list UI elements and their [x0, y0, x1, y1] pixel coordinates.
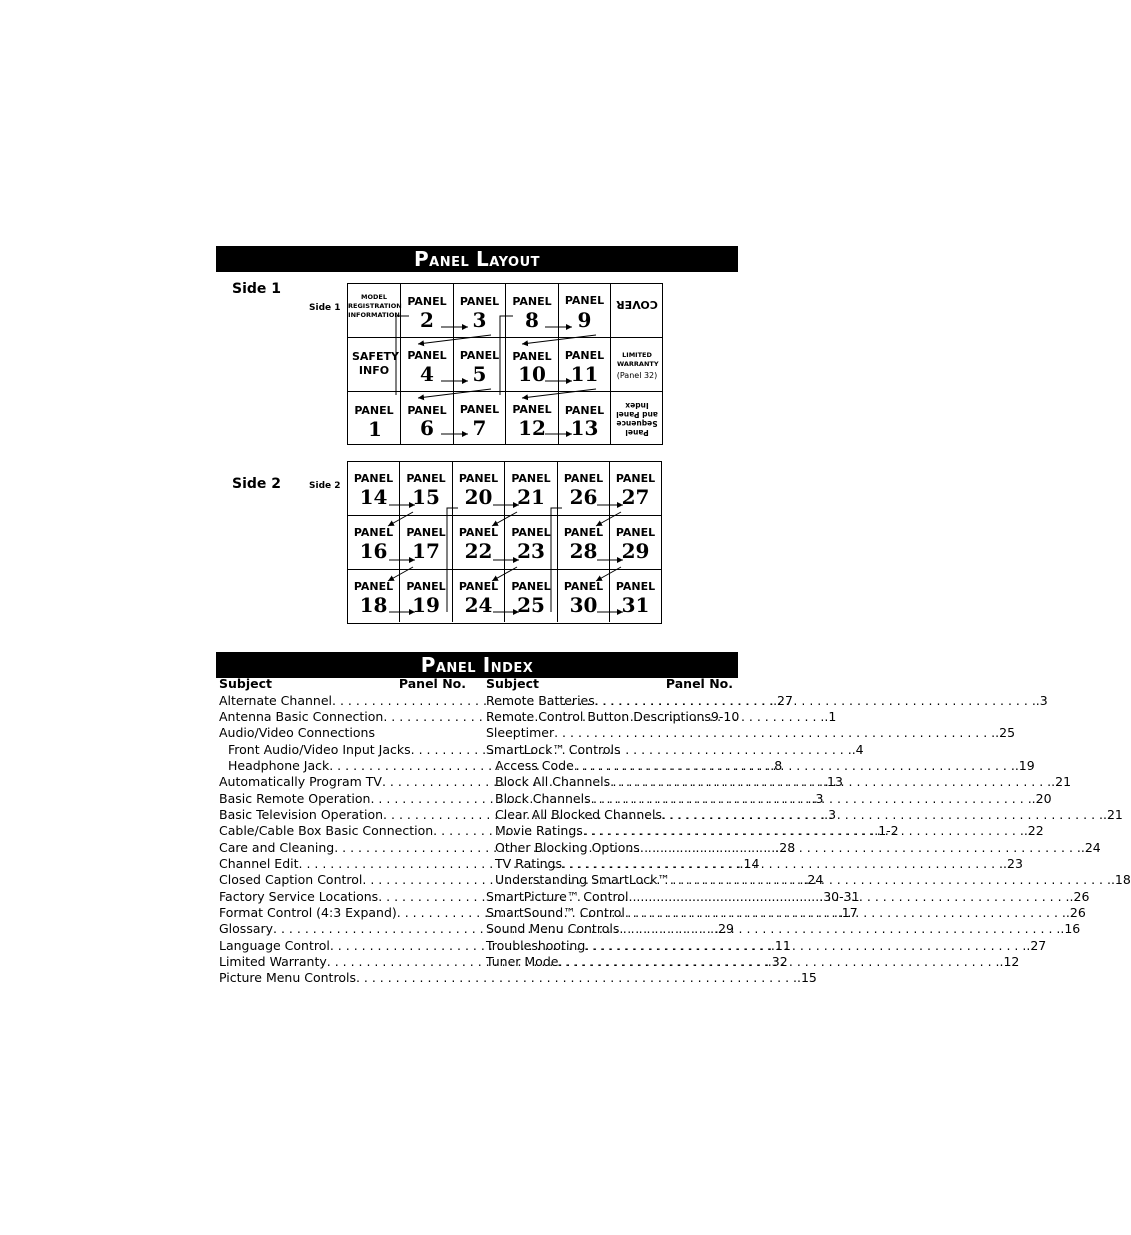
- panel-word: PANEL: [512, 403, 552, 416]
- index-subject: Automatically Program TV: [219, 774, 382, 790]
- index-subject: Remote Control Button Descriptions: [486, 708, 711, 724]
- index-panel-number: .1-2: [874, 823, 899, 839]
- index-entry: [486, 921, 1081, 937]
- panel-no-header: Panel No.: [398, 676, 466, 691]
- index-subject: Clear All Blocked Channels: [495, 806, 662, 822]
- panel-word: PANEL: [511, 580, 551, 593]
- panel-number: 25: [517, 593, 545, 617]
- panel-word: PANEL: [407, 295, 447, 308]
- limited-warranty-panel: (Panel 32): [616, 371, 658, 380]
- panel-number: 21: [517, 485, 545, 509]
- index-panel-number: .32: [767, 954, 788, 969]
- index-subject: Factory Service Locations: [219, 888, 379, 904]
- index-subject: Channel Edit: [219, 855, 299, 871]
- index-panel-number: .3: [811, 790, 824, 806]
- index-panel-number: .13: [823, 774, 843, 790]
- panel-number: 8: [525, 308, 539, 332]
- side-2-panel-grid: [347, 461, 662, 624]
- panel-cell: [453, 337, 505, 391]
- panel-number: 22: [464, 539, 493, 563]
- panel-cell: [505, 283, 558, 337]
- index-leader-dots: [640, 840, 1081, 856]
- model-registration-cell: [347, 283, 400, 337]
- index-panel-number: .26: [1065, 904, 1086, 920]
- panel-number: 10: [518, 362, 546, 386]
- panel-word: PANEL: [563, 526, 604, 539]
- panel-number: 3: [472, 308, 487, 332]
- panel-word: PANEL: [615, 526, 656, 539]
- panel-cell: [505, 391, 558, 445]
- index-panel-number: .27: [1026, 937, 1047, 953]
- panel-number: 31: [621, 593, 650, 617]
- panel-number: 2: [420, 308, 434, 332]
- index-panel-number: .21: [1051, 774, 1072, 790]
- index-panel-number: .28: [775, 839, 796, 855]
- index-subject: Limited Warranty: [219, 954, 327, 969]
- index-panel-number: .24: [803, 872, 824, 888]
- index-subject: TV Ratings: [495, 855, 562, 871]
- index-subject: Care and Cleaning: [219, 839, 335, 855]
- panel-cell: [505, 337, 558, 391]
- index-leader-dots: [595, 693, 1036, 709]
- panel-number: 5: [472, 362, 487, 386]
- panel-sequence-cell: [610, 391, 663, 445]
- index-panel-number: .12: [999, 954, 1020, 969]
- side-2-mini-label: Side 2: [309, 481, 341, 491]
- panel-cell: [557, 569, 609, 622]
- panel-number: 29: [621, 539, 650, 563]
- safety-info-text: SAFETY INFO: [352, 350, 399, 377]
- index-subject: Glossary: [219, 921, 274, 937]
- panel-word: PANEL: [353, 472, 394, 485]
- panel-cell: [453, 391, 505, 445]
- panel-cell: [504, 569, 557, 622]
- subject-header: Subject: [486, 676, 539, 691]
- index-subject: Front Audio/Video Input Jacks: [228, 741, 411, 757]
- panel-cell: [558, 283, 610, 337]
- index-subject: SmartSound™ Control: [486, 904, 625, 920]
- index-leader-dots: [558, 954, 999, 970]
- cover-text: COVER: [616, 298, 658, 311]
- index-panel-number: .16: [1060, 921, 1081, 937]
- panel-cell: [347, 391, 400, 445]
- side-1-mini-label: Side 1: [309, 303, 341, 313]
- panel-word: PANEL: [459, 295, 500, 308]
- panel-word: PANEL: [564, 349, 605, 362]
- panel-number: 12: [518, 416, 546, 440]
- index-subject: Basic Television Operation: [219, 806, 384, 822]
- panel-cell: [557, 461, 609, 515]
- panel-number: 27: [621, 485, 650, 509]
- panel-cell: [609, 461, 661, 515]
- panel-cell: [400, 337, 453, 391]
- index-subject: Tuner Mode: [486, 954, 559, 969]
- index-panel-number: 9-10: [710, 708, 740, 724]
- index-subject: Sleeptimer: [486, 725, 555, 741]
- index-panel-number: .18: [1110, 872, 1131, 888]
- index-subject: Audio/Video Connections: [219, 725, 375, 741]
- panel-number: 26: [569, 485, 598, 509]
- panel-cell: [347, 515, 399, 569]
- index-leader-dots: [662, 807, 1103, 823]
- index-leader-dots: [554, 725, 995, 741]
- index-panel-number: .26: [1069, 888, 1090, 904]
- index-leader-dots: [610, 774, 1051, 790]
- panel-cell: [399, 461, 452, 515]
- index-panel-number: .21: [1102, 806, 1123, 822]
- index-subject: Format Control (4:3 Expand): [219, 904, 397, 920]
- index-panel-number: .8: [770, 757, 783, 773]
- index-subject: Cable/Cable Box Basic Connection: [219, 823, 434, 839]
- panel-number: 23: [517, 539, 545, 563]
- panel-number: 4: [420, 362, 434, 386]
- panel-cell: [400, 391, 453, 445]
- panel-number: 19: [412, 593, 440, 617]
- panel-cell: [452, 515, 504, 569]
- panel-word: PANEL: [458, 472, 499, 485]
- panel-word: PANEL: [459, 403, 500, 416]
- panel-cell: [347, 569, 399, 622]
- panel-cell: [400, 283, 453, 337]
- index-panel-number: .1: [824, 708, 837, 724]
- side-1-panel-grid: [347, 283, 663, 445]
- index-panel-number: .4: [851, 741, 864, 757]
- panel-word: PANEL: [512, 350, 552, 363]
- index-leader-dots: [591, 791, 1032, 807]
- panel-number: 11: [570, 362, 599, 386]
- panel-word: PANEL: [511, 526, 551, 539]
- panel-word: PANEL: [459, 349, 500, 362]
- panel-index-title: Panel Index: [216, 652, 738, 678]
- panel-number: 17: [412, 539, 440, 563]
- index-subject: Sound Menu Controls: [486, 921, 620, 937]
- index-leader-dots: [625, 905, 1066, 921]
- index-entry: [486, 708, 740, 725]
- panel-number: 30: [569, 593, 598, 617]
- panel-word: PANEL: [406, 526, 446, 539]
- index-entry: [219, 970, 817, 986]
- panel-word: PANEL: [564, 404, 605, 417]
- panel-word: PANEL: [563, 472, 604, 485]
- panel-word: PANEL: [354, 404, 394, 417]
- panel-cell: [452, 569, 504, 622]
- index-subject: Understanding SmartLock™: [495, 872, 670, 888]
- panel-word: PANEL: [407, 404, 447, 417]
- index-panel-number: .30-31: [819, 888, 860, 904]
- limited-warranty-cell: [610, 337, 663, 391]
- index-leader-dots: [585, 938, 1026, 954]
- index-subject: Other Blocking Options: [495, 839, 640, 855]
- index-leader-dots: [583, 823, 1024, 839]
- index-panel-number: .15: [797, 970, 817, 986]
- panel-word: PANEL: [407, 349, 447, 362]
- panel-word: PANEL: [563, 580, 604, 593]
- index-panel-number: .11: [770, 937, 791, 953]
- panel-number: 14: [359, 485, 388, 509]
- panel-number: 16: [359, 539, 388, 563]
- index-entry: [486, 757, 1035, 774]
- index-leader-dots: [574, 758, 1015, 774]
- index-subject: Closed Caption Control: [219, 872, 363, 888]
- panel-cell: [347, 461, 399, 515]
- panel-word: PANEL: [353, 580, 394, 593]
- panel-word: PANEL: [615, 580, 656, 593]
- panel-cell: [609, 569, 661, 622]
- index-entry: [486, 806, 1123, 823]
- panel-number: 24: [464, 593, 493, 617]
- index-subject: SmartLock™ Controls: [486, 741, 621, 757]
- panel-cell: [504, 461, 557, 515]
- panel-layout-title: Panel Layout: [216, 246, 738, 272]
- index-panel-number: .17: [837, 904, 858, 920]
- panel-word: PANEL: [615, 472, 656, 485]
- index-leader-dots: [562, 856, 1003, 872]
- index-panel-number: .14: [739, 855, 760, 871]
- index-entry: [486, 790, 1052, 807]
- index-subject: Antenna Basic Connection: [219, 708, 384, 724]
- cover-cell: [610, 283, 663, 337]
- index-subject: Alternate Channel: [219, 692, 333, 708]
- index-entry: [486, 725, 1016, 741]
- panel-word: PANEL: [511, 472, 551, 485]
- index-subject: Basic Remote Operation: [219, 790, 371, 806]
- model-registration-text: MODEL REGISTRATION INFORMATION: [348, 293, 402, 319]
- index-leader-dots: [619, 921, 1060, 937]
- panel-word: PANEL: [406, 472, 446, 485]
- index-subject: Language Control: [219, 937, 330, 953]
- side-1-label: Side 1: [232, 281, 282, 297]
- index-panel-number: .3: [1035, 692, 1048, 708]
- panel-cell: [558, 337, 610, 391]
- side-2-label: Side 2: [232, 476, 282, 492]
- index-entry: [219, 725, 466, 741]
- index-leader-dots: [628, 889, 1069, 905]
- panel-word: PANEL: [512, 295, 552, 308]
- panel-cell: [399, 569, 452, 622]
- index-panel-number: .22: [1023, 823, 1044, 839]
- index-subject: Block All Channels: [495, 774, 611, 790]
- limited-warranty-text: LIMITED WARRANTY: [617, 351, 659, 368]
- index-subject: Picture Menu Controls: [219, 970, 356, 986]
- index-subject: Headphone Jack: [228, 757, 330, 773]
- index-subject: Troubleshooting: [486, 937, 586, 953]
- panel-number: 18: [359, 593, 388, 617]
- panel-cell: [609, 515, 661, 569]
- index-subject: Block Channels: [495, 790, 591, 806]
- panel-number: 6: [420, 416, 434, 440]
- index-entry: [486, 742, 733, 758]
- panel-word: PANEL: [458, 526, 499, 539]
- index-panel-number: .23: [1003, 855, 1023, 871]
- panel-cell: [557, 515, 609, 569]
- panel-cell: [558, 391, 610, 445]
- index-panel-number: .3: [824, 806, 837, 822]
- panel-word: PANEL: [564, 294, 605, 307]
- index-panel-number: .19: [1014, 757, 1035, 773]
- index-subject: Remote Batteries: [486, 692, 595, 708]
- panel-word: PANEL: [353, 526, 394, 539]
- index-panel-number: .27: [773, 692, 793, 708]
- index-panel-number: .25: [995, 725, 1016, 741]
- index-left-header: [219, 676, 466, 693]
- panel-cell: [453, 283, 505, 337]
- index-leader-dots: [356, 970, 797, 986]
- panel-no-header: Panel No.: [665, 676, 733, 691]
- index-panel-number: .24: [1080, 839, 1101, 855]
- panel-cell: [504, 515, 557, 569]
- panel-word: PANEL: [406, 580, 446, 593]
- panel-sequence-text: Panel Sequence and Panel Index: [616, 401, 658, 437]
- safety-info-cell: [347, 337, 400, 391]
- panel-number: 9: [577, 308, 592, 332]
- panel-number: 20: [464, 485, 493, 509]
- index-leader-dots: [670, 872, 1111, 888]
- index-panel-number: .20: [1031, 790, 1052, 806]
- panel-word: PANEL: [458, 580, 499, 593]
- index-subject: Movie Ratings: [495, 823, 583, 839]
- panel-number: 15: [412, 485, 440, 509]
- index-subject: Access Code: [495, 757, 574, 773]
- panel-cell: [452, 461, 504, 515]
- panel-number: 28: [569, 539, 598, 563]
- panel-number: 13: [570, 416, 599, 440]
- panel-cell: [399, 515, 452, 569]
- index-panel-number: .29: [714, 921, 734, 937]
- panel-number: 1: [368, 417, 382, 441]
- index-right-header: [486, 676, 733, 693]
- index-subject: SmartPicture™ Control: [486, 888, 629, 904]
- subject-header: Subject: [219, 676, 272, 691]
- panel-number: 7: [472, 416, 487, 440]
